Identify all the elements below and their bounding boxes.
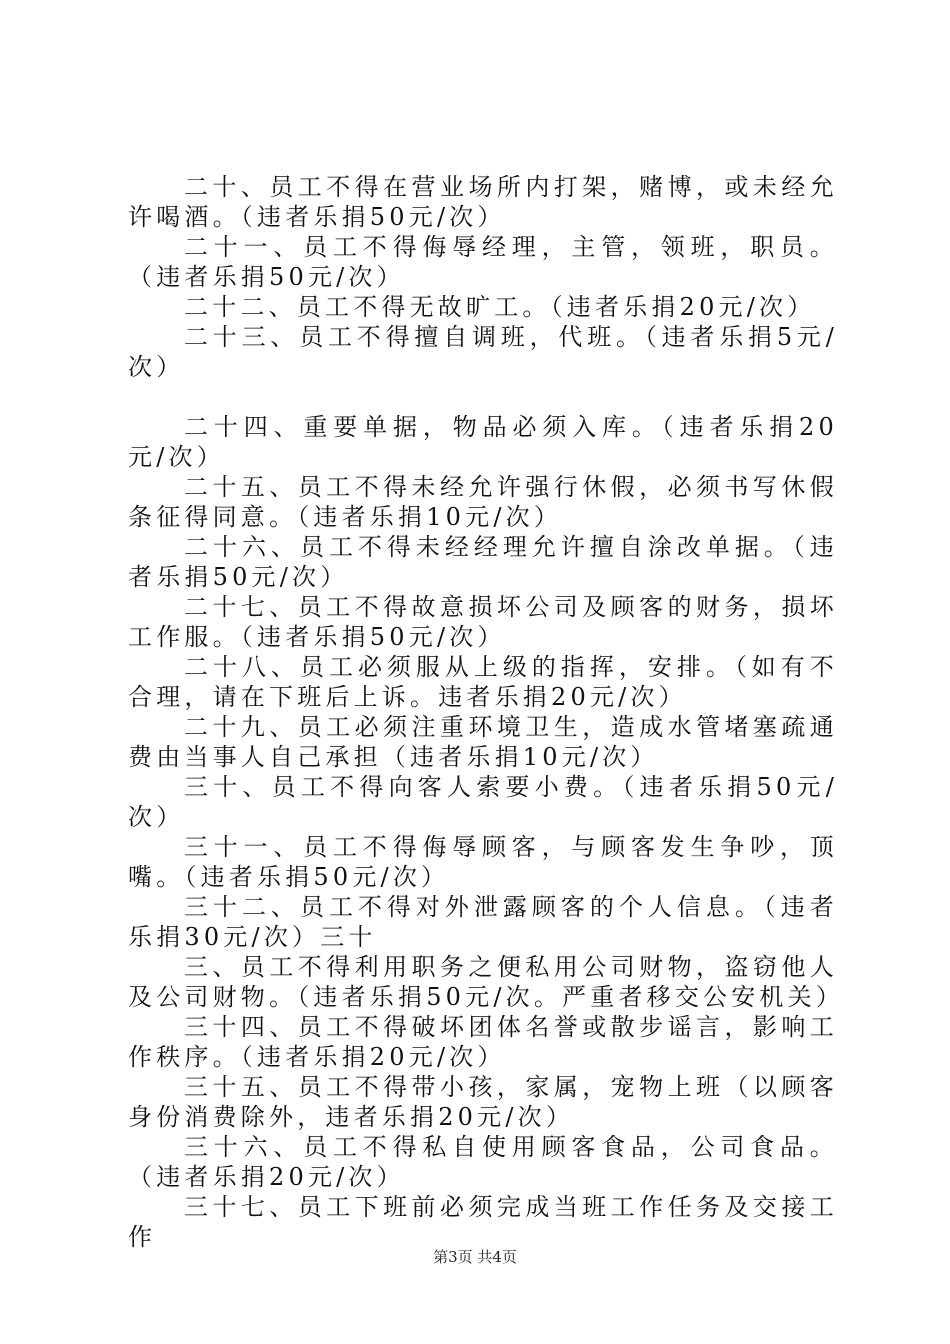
rule-paragraph-22: 二十二、员工不得无故旷工。（违者乐捐20元/次） <box>184 293 816 321</box>
rule-paragraph-24: 二十四、重要单据，物品必须入库。（违者乐捐20元/次） <box>128 413 838 471</box>
rule-paragraph-27: 二十七、员工不得故意损坏公司及顾客的财务，损坏工作服。（违者乐捐50元/次） <box>128 593 838 651</box>
rule-paragraph-25: 二十五、员工不得未经允许强行休假，必须书写休假条征得同意。（违者乐捐10元/次） <box>128 473 838 531</box>
rule-paragraph-31: 三十一、员工不得侮辱顾客，与顾客发生争吵，顶嘴。（违者乐捐50元/次） <box>128 833 838 891</box>
rule-paragraph-36: 三十六、员工不得私自使用顾客食品，公司食品。（违者乐捐20元/次） <box>128 1133 838 1191</box>
rule-paragraph-23: 二十三、员工不得擅自调班，代班。（违者乐捐5元/次） <box>128 323 838 381</box>
rule-paragraph-34: 三十四、员工不得破坏团体名誉或散步谣言，影响工作秩序。（违者乐捐20元/次） <box>128 1013 838 1071</box>
document-body <box>128 172 845 1252</box>
rule-paragraph-26: 二十六、员工不得未经经理允许擅自涂改单据。（违者乐捐50元/次） <box>128 533 838 591</box>
page-footer <box>0 1247 950 1267</box>
rule-paragraph-21: 二十一、员工不得侮辱经理，主管，领班，职员。（违者乐捐50元/次） <box>128 233 838 291</box>
rule-paragraph-35: 三十五、员工不得带小孩，家属，宠物上班（以顾客身份消费除外，违者乐捐20元/次） <box>128 1073 838 1131</box>
rule-paragraph-29: 二十九、员工必须注重环境卫生，造成水管堵塞疏通费由当事人自己承担（违者乐捐10元/次） <box>128 713 838 771</box>
rule-paragraph-28: 二十八、员工必须服从上级的指挥，安排。（如有不合理，请在下班后上诉。违者乐捐20元/次） <box>128 653 838 711</box>
rule-paragraph-37: 三十七、员工下班前必须完成当班工作任务及交接工作 <box>128 1193 838 1251</box>
rule-paragraph-30: 三十、员工不得向客人索要小费。（违者乐捐50元/次） <box>128 773 838 831</box>
rule-paragraph-33: 三、员工不得利用职务之便私用公司财物，盗窃他人及公司财物。（违者乐捐50元/次。严重者移交公安机关） <box>128 953 845 1011</box>
rule-paragraph-32: 三十二、员工不得对外泄露顾客的个人信息。（违者乐捐30元/次）三十 <box>128 893 838 951</box>
page-number-label: 第3页 共4页 <box>433 1248 517 1266</box>
rule-paragraph-20: 二十、员工不得在营业场所内打架，赌博，或未经允许喝酒。（违者乐捐50元/次） <box>128 173 838 231</box>
